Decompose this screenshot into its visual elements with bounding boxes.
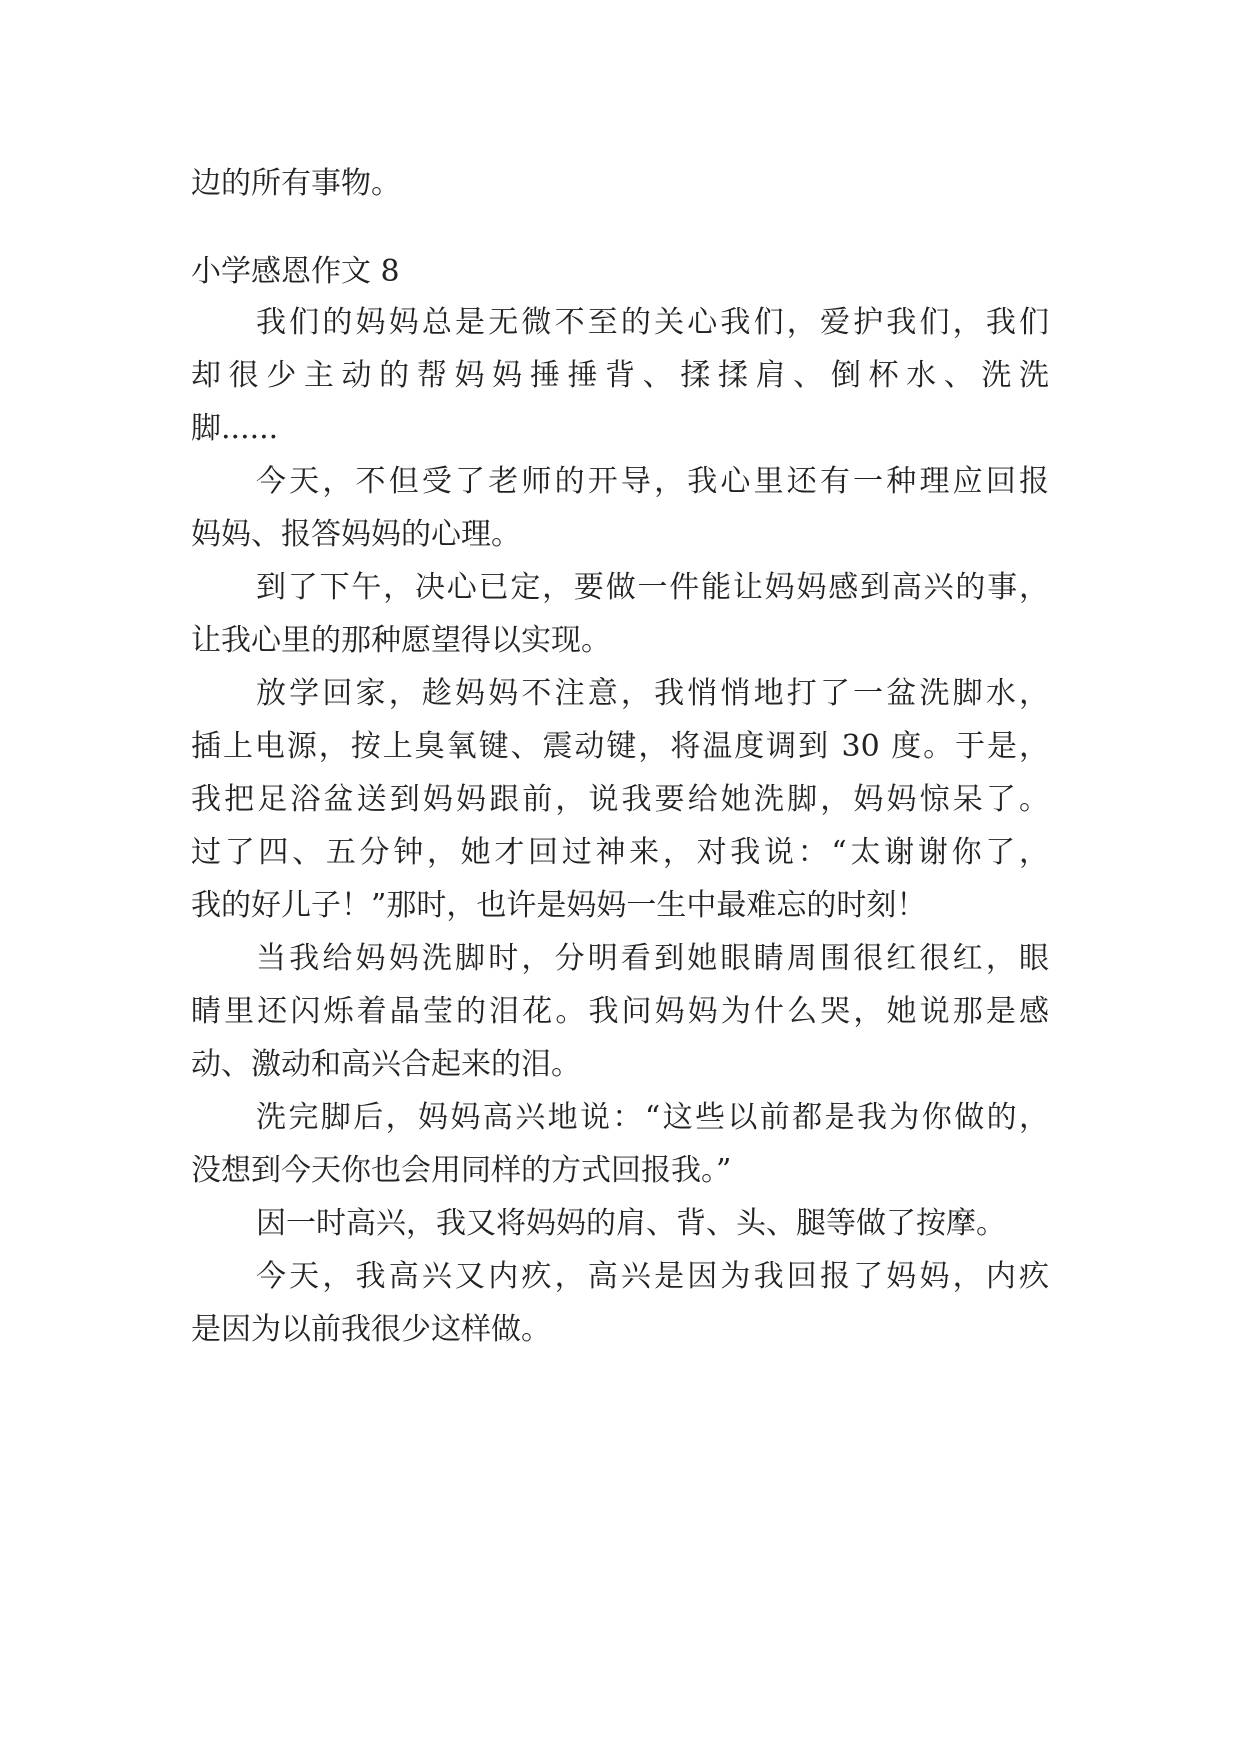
paragraph-line: 我把足浴盆送到妈妈跟前，说我要给她洗脚，妈妈惊呆了。 bbox=[191, 782, 1049, 817]
essay-heading: 小学感恩作文 8 bbox=[191, 254, 400, 289]
paragraph-line: 动、激动和高兴合起来的泪。 bbox=[191, 1047, 581, 1082]
paragraph-line: 是因为以前我很少这样做。 bbox=[191, 1312, 551, 1347]
fragment-line: 边的所有事物。 bbox=[191, 166, 401, 201]
paragraph-line: 却很少主动的帮妈妈捶捶背、揉揉肩、倒杯水、洗洗 bbox=[191, 358, 1049, 393]
paragraph-line: 没想到今天你也会用同样的方式回报我。” bbox=[191, 1153, 732, 1188]
paragraph-line: 当我给妈妈洗脚时，分明看到她眼睛周围很红很红，眼 bbox=[256, 941, 1049, 976]
paragraph-line: 脚...... bbox=[191, 411, 279, 446]
paragraph-line: 睛里还闪烁着晶莹的泪花。我问妈妈为什么哭，她说那是感 bbox=[191, 994, 1049, 1029]
paragraph-line: 到了下午，决心已定，要做一件能让妈妈感到高兴的事， bbox=[256, 570, 1049, 605]
paragraph-line: 我的好儿子！”那时，也许是妈妈一生中最难忘的时刻！ bbox=[191, 888, 927, 923]
paragraph-line: 我们的妈妈总是无微不至的关心我们，爱护我们，我们 bbox=[256, 305, 1049, 340]
paragraph-line: 妈妈、报答妈妈的心理。 bbox=[191, 517, 521, 552]
paragraph-line: 因一时高兴，我又将妈妈的肩、背、头、腿等做了按摩。 bbox=[256, 1206, 1006, 1241]
paragraph-line: 插上电源，按上臭氧键、震动键，将温度调到 30 度。于是， bbox=[191, 729, 1049, 764]
paragraph-line: 今天，我高兴又内疚，高兴是因为我回报了妈妈，内疚 bbox=[256, 1259, 1049, 1294]
paragraph-line: 放学回家，趁妈妈不注意，我悄悄地打了一盆洗脚水， bbox=[256, 676, 1049, 711]
paragraph-line: 让我心里的那种愿望得以实现。 bbox=[191, 623, 611, 658]
paragraph-line: 洗完脚后，妈妈高兴地说：“这些以前都是我为你做的， bbox=[256, 1100, 1049, 1135]
paragraph-line: 过了四、五分钟，她才回过神来，对我说：“太谢谢你了， bbox=[191, 835, 1049, 870]
paragraph-line: 今天，不但受了老师的开导，我心里还有一种理应回报 bbox=[256, 464, 1049, 499]
